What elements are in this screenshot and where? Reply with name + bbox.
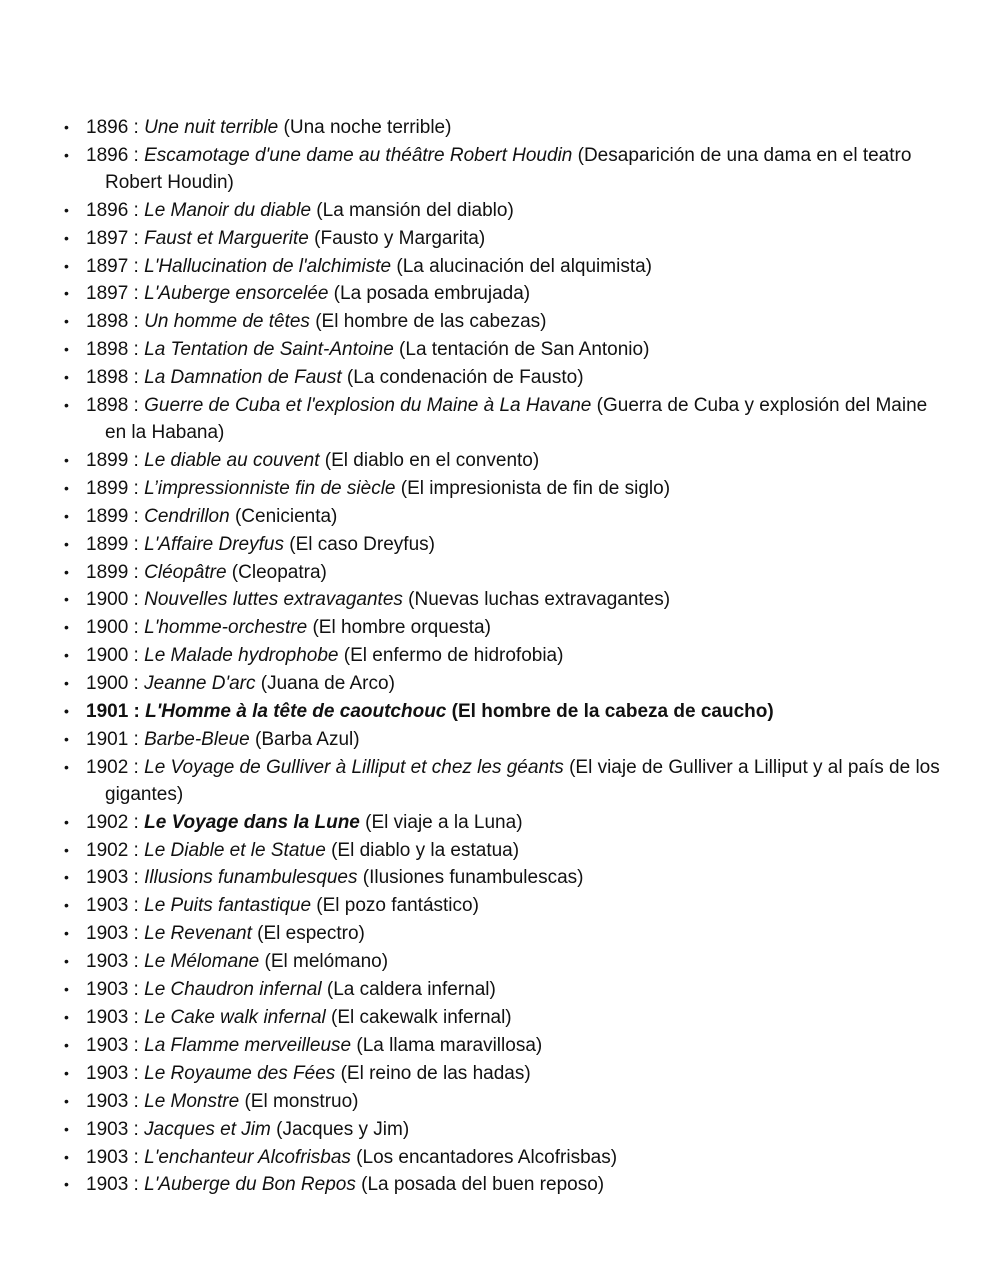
bullet-icon: • bbox=[64, 285, 69, 302]
film-year: 1903 bbox=[86, 1034, 129, 1056]
film-translation: (El hombre orquesta) bbox=[307, 617, 491, 639]
bullet-icon: • bbox=[64, 397, 69, 414]
film-list-item bbox=[42, 253, 942, 281]
film-year: 1903 bbox=[86, 1146, 129, 1168]
film-translation: (El viaje de Gulliver a Lilliput y al país de los gigantes) bbox=[105, 756, 940, 805]
film-title: Le Royaume des Fées bbox=[144, 1062, 336, 1084]
film-list-item bbox=[42, 364, 942, 392]
film-title: L'Hallucination de l'alchimiste bbox=[144, 255, 392, 277]
film-title: Cléopâtre bbox=[144, 561, 227, 583]
film-translation: (La posada embrujada) bbox=[328, 283, 531, 305]
year-separator: : bbox=[128, 505, 145, 527]
film-translation: (Desaparición de una dama en el teatro Robert Houdin) bbox=[105, 144, 912, 193]
bullet-icon: • bbox=[64, 730, 69, 747]
film-list-item bbox=[42, 1004, 942, 1032]
year-separator: : bbox=[128, 1146, 145, 1168]
film-translation: (El diablo y la estatua) bbox=[325, 839, 520, 861]
film-translation: (La condenación de Fausto) bbox=[341, 367, 584, 389]
bullet-icon: • bbox=[64, 813, 69, 830]
film-year: 1903 bbox=[86, 1007, 129, 1028]
film-translation: (El hombre de la cabeza de caucho) bbox=[446, 701, 774, 723]
film-year: 1898 bbox=[86, 339, 129, 361]
bullet-icon: • bbox=[64, 341, 69, 358]
film-title: L'Auberge ensorcelée bbox=[144, 283, 329, 305]
film-title: Escamotage d'une dame au théâtre Robert Houdin bbox=[144, 144, 573, 166]
film-year: 1903 bbox=[86, 923, 129, 945]
year-separator: : bbox=[128, 311, 145, 333]
film-list-item bbox=[42, 948, 942, 976]
film-list-item bbox=[42, 586, 942, 614]
film-year: 1899 bbox=[86, 533, 129, 555]
bullet-icon: • bbox=[64, 758, 69, 775]
year-separator: : bbox=[128, 1090, 145, 1112]
film-list-item bbox=[42, 503, 942, 531]
year-separator: : bbox=[128, 477, 145, 499]
film-title: Le diable au couvent bbox=[144, 449, 320, 471]
film-translation: (El hombre de las cabezas) bbox=[309, 311, 547, 333]
film-list-item bbox=[42, 892, 942, 920]
film-title: Barbe-Bleue bbox=[144, 728, 250, 750]
year-separator: : bbox=[128, 867, 145, 889]
film-translation: (El diablo en el convento) bbox=[319, 449, 540, 471]
film-list-item bbox=[42, 614, 942, 642]
film-translation: (Jacques y Jim) bbox=[270, 1118, 410, 1140]
film-year: 1900 bbox=[86, 617, 129, 639]
year-separator: : bbox=[128, 1034, 145, 1056]
year-separator: : bbox=[128, 561, 145, 583]
film-list-item bbox=[42, 920, 942, 948]
film-title: L'enchanteur Alcofrisbas bbox=[144, 1146, 351, 1168]
film-year: 1896 bbox=[86, 144, 129, 166]
film-list-item bbox=[42, 698, 942, 726]
film-title: Le Puits fantastique bbox=[144, 895, 312, 917]
film-translation: (El impresionista de fin de siglo) bbox=[395, 477, 671, 499]
bullet-icon: • bbox=[64, 869, 69, 886]
bullet-icon: • bbox=[64, 507, 69, 524]
film-year: 1899 bbox=[86, 561, 129, 583]
film-title: Guerre de Cuba et l'explosion du Maine à La Havane bbox=[144, 395, 592, 417]
bullet-icon: • bbox=[64, 925, 69, 942]
film-list-item bbox=[42, 114, 942, 142]
film-title: Un homme de têtes bbox=[144, 311, 310, 333]
film-title: Le Chaudron infernal bbox=[144, 979, 322, 1001]
year-separator: : bbox=[128, 1174, 145, 1196]
bullet-icon: • bbox=[64, 647, 69, 664]
film-list-item bbox=[42, 642, 942, 670]
year-separator: : bbox=[128, 951, 145, 973]
bullet-icon: • bbox=[64, 119, 69, 135]
film-list-item bbox=[42, 142, 942, 197]
film-translation: (La posada del buen reposo) bbox=[355, 1174, 605, 1196]
film-translation: (La tentación de San Antonio) bbox=[393, 339, 650, 361]
film-year: 1903 bbox=[86, 1062, 129, 1084]
film-title: Le Revenant bbox=[144, 923, 252, 945]
film-list-item bbox=[42, 864, 942, 892]
film-translation: (El monstruo) bbox=[239, 1090, 359, 1112]
film-translation: (Cenicienta) bbox=[229, 505, 338, 527]
year-separator: : bbox=[128, 255, 145, 277]
film-title: La Flamme merveilleuse bbox=[144, 1034, 352, 1056]
film-list-item bbox=[42, 976, 942, 1004]
year-separator: : bbox=[128, 339, 145, 361]
film-list-item bbox=[42, 475, 942, 503]
film-title: La Damnation de Faust bbox=[144, 367, 342, 389]
film-list-item bbox=[42, 197, 942, 225]
bullet-icon: • bbox=[64, 1064, 69, 1081]
film-title: Le Malade hydrophobe bbox=[144, 645, 339, 667]
bullet-icon: • bbox=[64, 619, 69, 636]
film-year: 1898 bbox=[86, 311, 129, 333]
film-year: 1903 bbox=[86, 895, 129, 917]
film-title: L'Affaire Dreyfus bbox=[144, 533, 284, 555]
film-title: Le Manoir du diable bbox=[144, 199, 312, 221]
film-translation: (Barba Azul) bbox=[249, 728, 360, 750]
film-list-item bbox=[42, 726, 942, 754]
film-list-item bbox=[42, 809, 942, 837]
film-translation: (El enfermo de hidrofobia) bbox=[338, 645, 564, 667]
film-title: Le Voyage dans la Lune bbox=[144, 811, 360, 833]
film-year: 1899 bbox=[86, 477, 129, 499]
bullet-icon: • bbox=[64, 675, 69, 692]
film-translation: (El reino de las hadas) bbox=[335, 1062, 531, 1084]
film-title: Illusions funambulesques bbox=[144, 867, 358, 889]
bullet-icon: • bbox=[64, 1092, 69, 1109]
film-translation: (Guerra de Cuba y explosión del Maine en la Habana) bbox=[105, 395, 928, 443]
year-separator: : bbox=[128, 1118, 145, 1140]
year-separator: : bbox=[128, 1007, 145, 1028]
bullet-icon: • bbox=[64, 1009, 69, 1025]
bullet-icon: • bbox=[64, 897, 69, 914]
year-separator: : bbox=[128, 395, 145, 417]
film-list-item bbox=[42, 1060, 942, 1088]
film-title: Une nuit terrible bbox=[144, 117, 279, 138]
bullet-icon: • bbox=[64, 201, 69, 218]
film-title: L’impressionniste fin de siècle bbox=[144, 477, 396, 499]
film-year: 1901 bbox=[86, 701, 129, 723]
film-year: 1896 bbox=[86, 117, 129, 138]
film-title: La Tentation de Saint-Antoine bbox=[144, 339, 394, 361]
film-year: 1902 bbox=[86, 756, 129, 778]
film-list-item bbox=[42, 392, 942, 447]
year-separator: : bbox=[128, 979, 145, 1001]
year-separator: : bbox=[128, 895, 145, 917]
film-list-item bbox=[42, 837, 942, 865]
film-translation: (Una noche terrible) bbox=[278, 117, 452, 138]
film-translation: (La caldera infernal) bbox=[321, 979, 496, 1001]
bullet-icon: • bbox=[64, 369, 69, 386]
film-title: Cendrillon bbox=[144, 505, 230, 527]
film-year: 1903 bbox=[86, 1118, 129, 1140]
year-separator: : bbox=[128, 283, 145, 305]
year-separator: : bbox=[128, 227, 145, 249]
year-separator: : bbox=[128, 756, 145, 778]
year-separator: : bbox=[128, 533, 145, 555]
film-translation: (El pozo fantástico) bbox=[311, 895, 479, 917]
bullet-icon: • bbox=[64, 257, 69, 274]
year-separator: : bbox=[128, 144, 145, 166]
bullet-icon: • bbox=[64, 1176, 69, 1193]
bullet-icon: • bbox=[64, 313, 69, 330]
bullet-icon: • bbox=[64, 1036, 69, 1053]
film-list-item bbox=[42, 1088, 942, 1116]
film-year: 1900 bbox=[86, 645, 129, 667]
year-separator: : bbox=[128, 839, 145, 861]
year-separator: : bbox=[128, 617, 145, 639]
film-year: 1903 bbox=[86, 979, 129, 1001]
film-translation: (Cleopatra) bbox=[226, 561, 327, 583]
year-separator: : bbox=[128, 1062, 145, 1084]
film-list-item bbox=[42, 280, 942, 308]
film-list-item bbox=[42, 1116, 942, 1144]
film-year: 1903 bbox=[86, 867, 129, 889]
bullet-icon: • bbox=[64, 146, 69, 163]
film-title: L'Homme à la tête de caoutchouc bbox=[145, 701, 447, 723]
film-year: 1902 bbox=[86, 839, 129, 861]
year-separator: : bbox=[128, 923, 145, 945]
film-translation: (Juana de Arco) bbox=[255, 673, 395, 695]
film-title: Faust et Marguerite bbox=[144, 227, 309, 249]
film-title: Jeanne D'arc bbox=[144, 673, 256, 695]
film-translation: (Fausto y Margarita) bbox=[308, 227, 486, 249]
film-year: 1900 bbox=[86, 589, 129, 611]
film-year: 1899 bbox=[86, 449, 129, 471]
year-separator: : bbox=[128, 199, 145, 221]
year-separator: : bbox=[128, 117, 145, 138]
bullet-icon: • bbox=[64, 563, 69, 580]
film-title: Le Cake walk infernal bbox=[144, 1007, 326, 1028]
film-year: 1900 bbox=[86, 673, 129, 695]
film-title: Le Voyage de Gulliver à Lilliput et chez les géants bbox=[144, 756, 564, 778]
film-year: 1897 bbox=[86, 283, 129, 305]
film-list-item bbox=[42, 531, 942, 559]
film-list-item bbox=[42, 336, 942, 364]
film-title: Le Monstre bbox=[144, 1090, 240, 1112]
bullet-icon: • bbox=[64, 451, 69, 468]
film-translation: (Ilusiones funambulescas) bbox=[357, 867, 584, 889]
film-title: Jacques et Jim bbox=[144, 1118, 271, 1140]
film-year: 1896 bbox=[86, 199, 129, 221]
film-year: 1903 bbox=[86, 951, 129, 973]
film-translation: (La alucinación del alquimista) bbox=[391, 255, 652, 277]
bullet-icon: • bbox=[64, 953, 69, 970]
film-list-item bbox=[42, 670, 942, 698]
film-year: 1902 bbox=[86, 811, 129, 833]
bullet-icon: • bbox=[64, 703, 69, 720]
bullet-icon: • bbox=[64, 841, 69, 858]
bullet-icon: • bbox=[64, 535, 69, 552]
film-translation: (El melómano) bbox=[259, 951, 389, 973]
bullet-icon: • bbox=[64, 1120, 69, 1137]
film-translation: (El espectro) bbox=[251, 923, 365, 945]
film-translation: (El viaje a la Luna) bbox=[359, 811, 523, 833]
year-separator: : bbox=[128, 645, 145, 667]
film-translation: (Los encantadores Alcofrisbas) bbox=[350, 1146, 618, 1168]
film-translation: (Nuevas luchas extravagantes) bbox=[402, 589, 671, 611]
bullet-icon: • bbox=[64, 229, 69, 246]
year-separator: : bbox=[128, 367, 145, 389]
film-title: Nouvelles luttes extravagantes bbox=[144, 589, 403, 611]
film-list-item bbox=[42, 308, 942, 336]
year-separator: : bbox=[128, 811, 145, 833]
film-list-item bbox=[42, 754, 942, 809]
film-list-item bbox=[42, 1171, 942, 1199]
film-list-item bbox=[42, 559, 942, 587]
film-list-item bbox=[42, 1144, 942, 1172]
film-year: 1897 bbox=[86, 255, 129, 277]
film-list-item bbox=[42, 1032, 942, 1060]
film-year: 1899 bbox=[86, 505, 129, 527]
film-year: 1903 bbox=[86, 1090, 129, 1112]
film-title: L'homme-orchestre bbox=[144, 617, 308, 639]
bullet-icon: • bbox=[64, 591, 69, 608]
film-translation: (El caso Dreyfus) bbox=[283, 533, 435, 555]
film-translation: (El cakewalk infernal) bbox=[325, 1007, 512, 1028]
film-translation: (La mansión del diablo) bbox=[311, 199, 514, 221]
film-title: L'Auberge du Bon Repos bbox=[144, 1174, 356, 1196]
film-year: 1897 bbox=[86, 227, 129, 249]
year-separator: : bbox=[128, 449, 145, 471]
film-year: 1903 bbox=[86, 1174, 129, 1196]
film-year: 1901 bbox=[86, 728, 129, 750]
year-separator: : bbox=[128, 589, 145, 611]
filmography-list bbox=[42, 114, 942, 1199]
film-translation: (La llama maravillosa) bbox=[351, 1034, 543, 1056]
film-year: 1898 bbox=[86, 367, 129, 389]
year-separator: : bbox=[128, 673, 145, 695]
film-list-item bbox=[42, 447, 942, 475]
bullet-icon: • bbox=[64, 981, 69, 998]
bullet-icon: • bbox=[64, 479, 69, 496]
year-separator: : bbox=[128, 728, 145, 750]
bullet-icon: • bbox=[64, 1148, 69, 1165]
film-title: Le Mélomane bbox=[144, 951, 260, 973]
film-year: 1898 bbox=[86, 395, 129, 417]
film-title: Le Diable et le Statue bbox=[144, 839, 326, 861]
year-separator: : bbox=[128, 701, 146, 723]
film-list-item bbox=[42, 225, 942, 253]
